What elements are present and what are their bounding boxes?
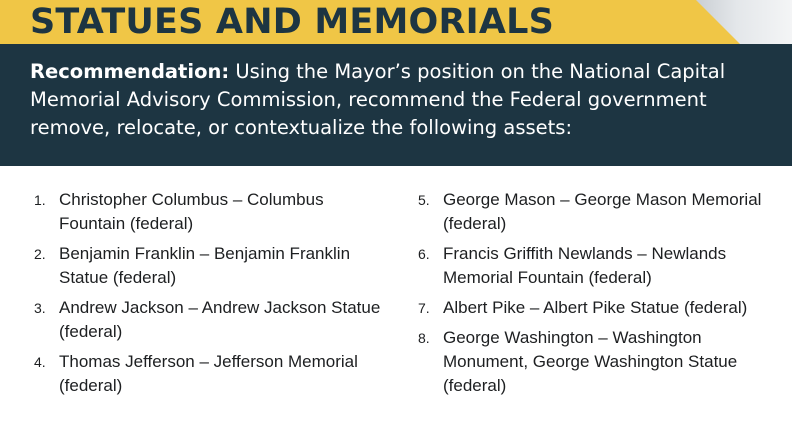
list-item [418,188,778,236]
list-item-number: 8. [418,330,430,346]
list-item [418,242,778,290]
recommendation-label: Recommendation: [30,60,230,83]
list-item-text: Thomas Jefferson – Jefferson Memorial (federal) [59,352,358,395]
list-item-text: George Mason – George Mason Memorial (federal) [443,190,762,233]
list-item-number: 2. [34,246,46,262]
list-item-number: 6. [418,246,430,262]
list-item [34,350,384,398]
list-item-text: Albert Pike – Albert Pike Statue (federal) [443,298,748,317]
recommendation-paragraph [30,58,775,142]
list-item-number: 3. [34,300,46,316]
list-item [34,242,384,290]
list-item-number: 1. [34,192,46,208]
list-item-number: 4. [34,354,46,370]
list-item [34,188,384,236]
header-band [0,0,792,166]
asset-list-left [34,188,384,404]
list-item-text: Francis Griffith Newlands – Newlands Memorial Fountain (federal) [443,244,727,287]
list-item [418,326,778,398]
list-item [34,296,384,344]
list-item-number: 7. [418,300,430,316]
list-item-text: Andrew Jackson – Andrew Jackson Statue (federal) [59,298,381,341]
page-title: STATUES AND MEMORIALS [30,2,555,42]
list-item-text: Benjamin Franklin – Benjamin Franklin Statue (federal) [59,244,351,287]
list-item-number: 5. [418,192,430,208]
recommendation-text: Using the Mayor’s position on the National Capital Memorial Advisory Commission, recommend the Federal government remove, relocate, or contextualize the following assets: [30,60,726,139]
list-item-text: George Washington – Washington Monument, George Washington Statue (federal) [443,328,738,395]
list-item [418,296,778,320]
asset-list-right [418,188,778,404]
list-item-text: Christopher Columbus – Columbus Fountain (federal) [59,190,324,233]
